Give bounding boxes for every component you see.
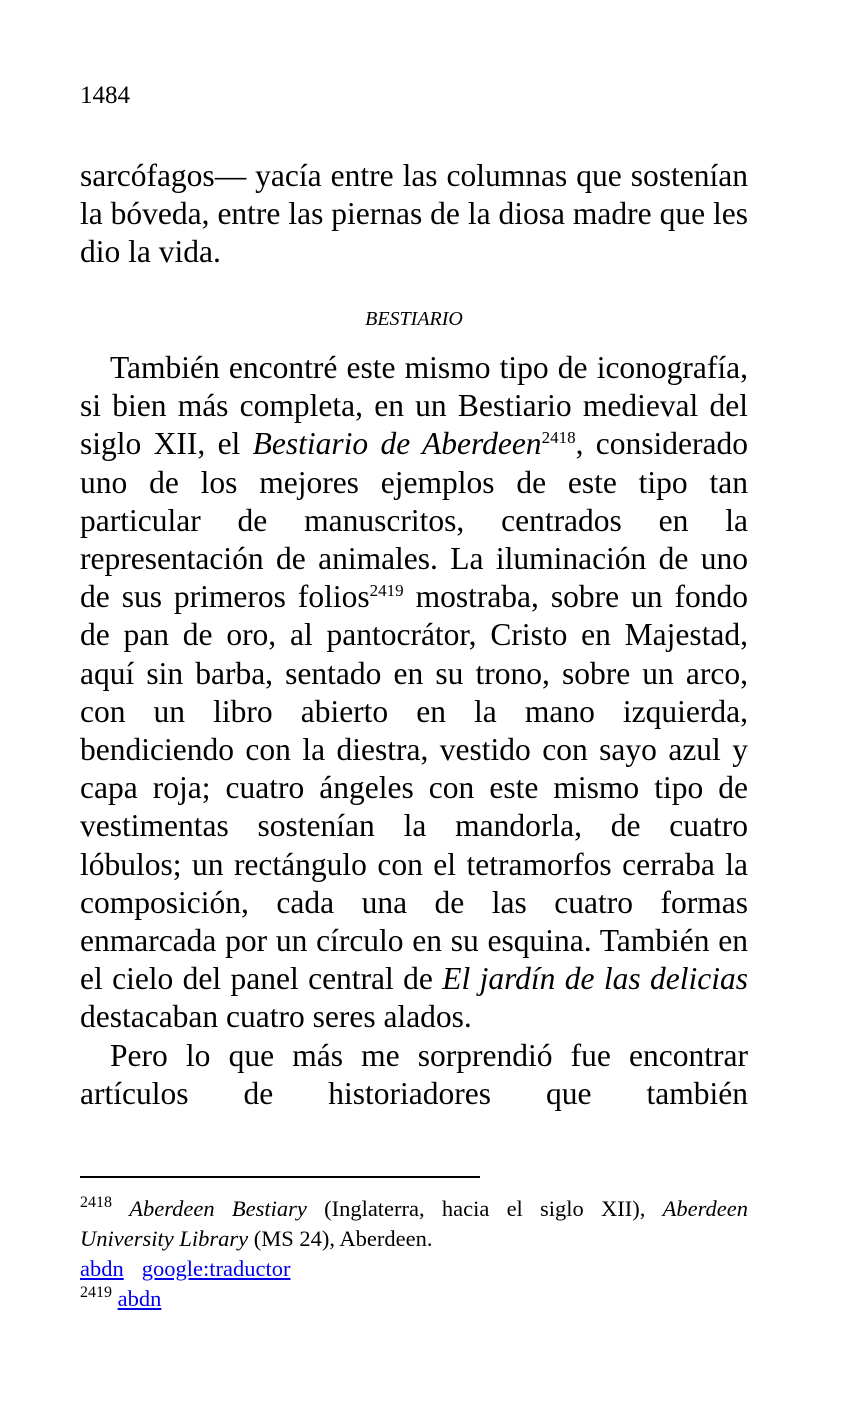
paragraph1-text-d: destacaban cuatro seres alados.	[80, 999, 472, 1035]
section-heading: BESTIARIO	[365, 308, 463, 330]
continuation-paragraph	[80, 157, 748, 272]
paragraph-pero: Pero lo que más me sorprendió fue encontrar artículos de historiadores que también	[80, 1037, 748, 1111]
footnote-2418-links	[80, 1254, 748, 1284]
continuation-text: sarcófagos— yacía entre las columnas que sostenían la bóveda, entre las piernas de la diosa madre que les dio la vida.	[80, 158, 748, 270]
paragraph1-text-a: También encontré este mismo tipo de iconografía, si bien más completa, en un Bestiario medieval del siglo XII, el	[80, 350, 748, 462]
main-text	[80, 349, 748, 1113]
footnote-2418-text-b: (MS 24), Aberdeen.	[248, 1226, 433, 1251]
footnotes	[80, 1194, 748, 1314]
footnote-2419	[80, 1284, 748, 1314]
garden-title: El jardín de las delicias	[442, 961, 748, 997]
bestiary-title: Bestiario de Aberdeen	[252, 426, 542, 462]
footnote-rule	[80, 1176, 480, 1178]
page-number: 1484	[80, 82, 130, 109]
footnote-2418	[80, 1194, 748, 1254]
abdn-link-2419[interactable]: abdn	[117, 1286, 162, 1311]
footnote-ref-2419[interactable]: 2419	[369, 581, 404, 601]
footnote-number-2418: 2418	[80, 1194, 112, 1211]
paragraph-bestiario	[80, 349, 748, 1037]
footnote-2418-italic-a: Aberdeen Bestiary	[129, 1196, 307, 1221]
abdn-link[interactable]: abdn	[80, 1256, 124, 1281]
paragraph1-text-b: , considerado uno de los mejores ejemplos de este tipo tan particular de manuscritos, centrados en la representación de animales. La iluminación de uno de sus primeros folios	[80, 426, 748, 615]
paragraph1-text-c: mostraba, sobre un fondo de pan de oro, al pantocrátor, Cristo en Majestad, aquí sin barba, sentado en su trono, sobre un arco, con un libro abierto en la mano izquierda, bendiciendo con la diestra, vestido con sayo azul y capa roja; cuatro ángeles con este mismo tipo de vestimentas sostenían la mandorla, de cuatro lóbulos; un rectángulo con el tetramorfos cerraba la composición, cada una de las cuatro formas enmarcada por un círculo en su esquina. También en el cielo del panel central de	[80, 579, 748, 997]
footnote-ref-2418[interactable]: 2418	[541, 428, 576, 448]
footnote-number-2419: 2419	[80, 1284, 112, 1301]
footnote-2418-text-a: (Inglaterra, hacia el siglo XII),	[306, 1196, 663, 1221]
footnote-2418-italic-b: Aberdeen University Library	[80, 1196, 749, 1251]
google-translator-link[interactable]: google:traductor	[141, 1256, 291, 1281]
